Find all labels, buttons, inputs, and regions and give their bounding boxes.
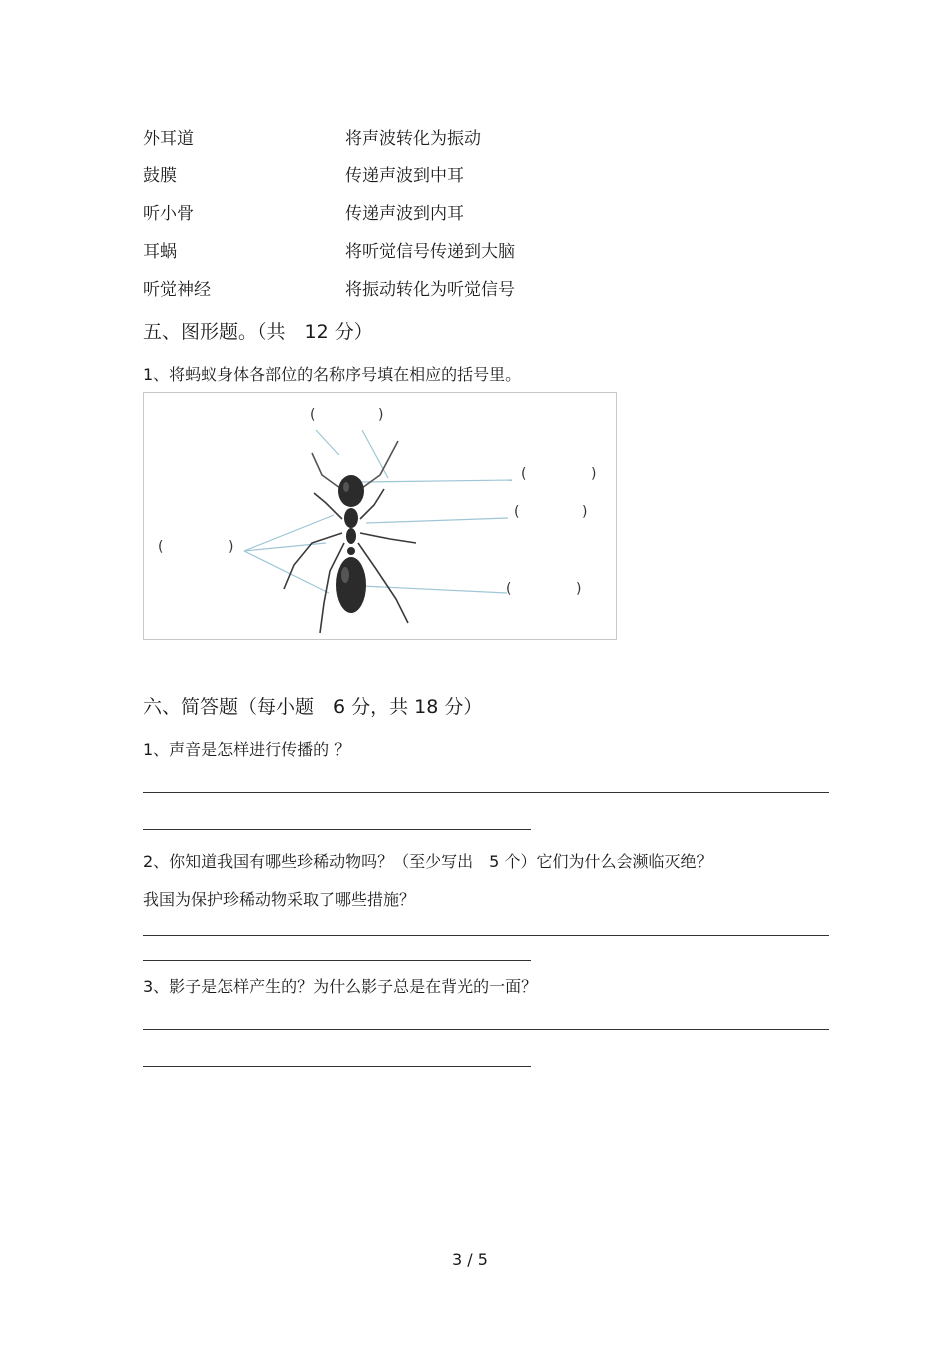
paren-open: ( xyxy=(506,581,512,597)
ant-body xyxy=(336,475,366,613)
paren-close: ) xyxy=(228,539,234,555)
leader-line-thorax xyxy=(366,518,508,523)
leg-mid-left xyxy=(284,533,342,589)
answer-line-q1-b[interactable] xyxy=(143,829,531,830)
ant-illustration xyxy=(144,393,616,639)
section5-question-1: 1、将蚂蚁身体各部位的名称序号填在相应的括号里。 xyxy=(143,365,522,384)
leg-front-left xyxy=(314,493,342,519)
leader-line-abdomen xyxy=(362,586,507,593)
answer-line-q2-b[interactable] xyxy=(143,960,531,961)
paren-open: ( xyxy=(521,466,527,482)
section6-title: 六、简答题（每小题 6 分，共 18 分） xyxy=(143,696,483,718)
section6-question-3: 3、影子是怎样产生的？为什么影子总是在背光的一面？ xyxy=(143,977,538,996)
leg-mid-right xyxy=(360,533,416,543)
answer-line-q3-a[interactable] xyxy=(143,1029,829,1030)
paren-open: ( xyxy=(514,504,520,520)
section5-title: 五、图形题。（共 12 分） xyxy=(143,321,373,343)
section6-question-2-line1: 2、你知道我国有哪些珍稀动物吗？（至少写出 5 个）它们为什么会濒临灭绝？ xyxy=(143,852,713,871)
matching-left-4: 耳蜗 xyxy=(143,242,177,262)
matching-left-5: 听觉神经 xyxy=(143,280,211,300)
ant-petiole xyxy=(347,547,355,555)
antenna-right xyxy=(362,441,398,488)
section6-question-1: 1、声音是怎样进行传播的 ？ xyxy=(143,740,351,759)
leader-lines xyxy=(244,430,512,593)
matching-right-1: 将声波转化为振动 xyxy=(345,129,481,149)
paren-close: ) xyxy=(591,466,597,482)
ant-abdomen xyxy=(336,557,366,613)
matching-left-1: 外耳道 xyxy=(143,129,194,149)
paren-close: ) xyxy=(576,581,582,597)
leader-line-leg-2 xyxy=(244,543,326,551)
leader-line-leg-1 xyxy=(244,515,334,551)
matching-right-2: 传递声波到中耳 xyxy=(345,166,464,186)
paren-close: ) xyxy=(582,504,588,520)
antenna-left xyxy=(312,453,340,488)
paren-open: ( xyxy=(310,407,316,423)
matching-right-3: 传递声波到内耳 xyxy=(345,204,464,224)
leader-line-leg-3 xyxy=(244,551,329,593)
leader-line-antenna-left xyxy=(316,430,339,455)
leader-line-antenna-right xyxy=(362,430,388,478)
paren-open: ( xyxy=(158,539,164,555)
ant-thorax-front xyxy=(344,508,358,528)
answer-line-q3-b[interactable] xyxy=(143,1066,531,1067)
page-number: 3 / 5 xyxy=(452,1250,488,1269)
ant-head xyxy=(338,475,364,507)
ant-figure xyxy=(143,392,617,640)
leader-line-head xyxy=(362,480,512,482)
matching-left-2: 鼓膜 xyxy=(143,166,177,186)
matching-right-5: 将振动转化为听觉信号 xyxy=(345,280,515,300)
answer-line-q2-a[interactable] xyxy=(143,935,829,936)
paren-close: ) xyxy=(378,407,384,423)
section6-question-2-line2: 我国为保护珍稀动物采取了哪些措施？ xyxy=(143,890,416,909)
matching-left-3: 听小骨 xyxy=(143,204,194,224)
answer-line-q1-a[interactable] xyxy=(143,792,829,793)
ant-thorax-back xyxy=(346,528,356,544)
matching-right-4: 将听觉信号传递到大脑 xyxy=(345,242,515,262)
